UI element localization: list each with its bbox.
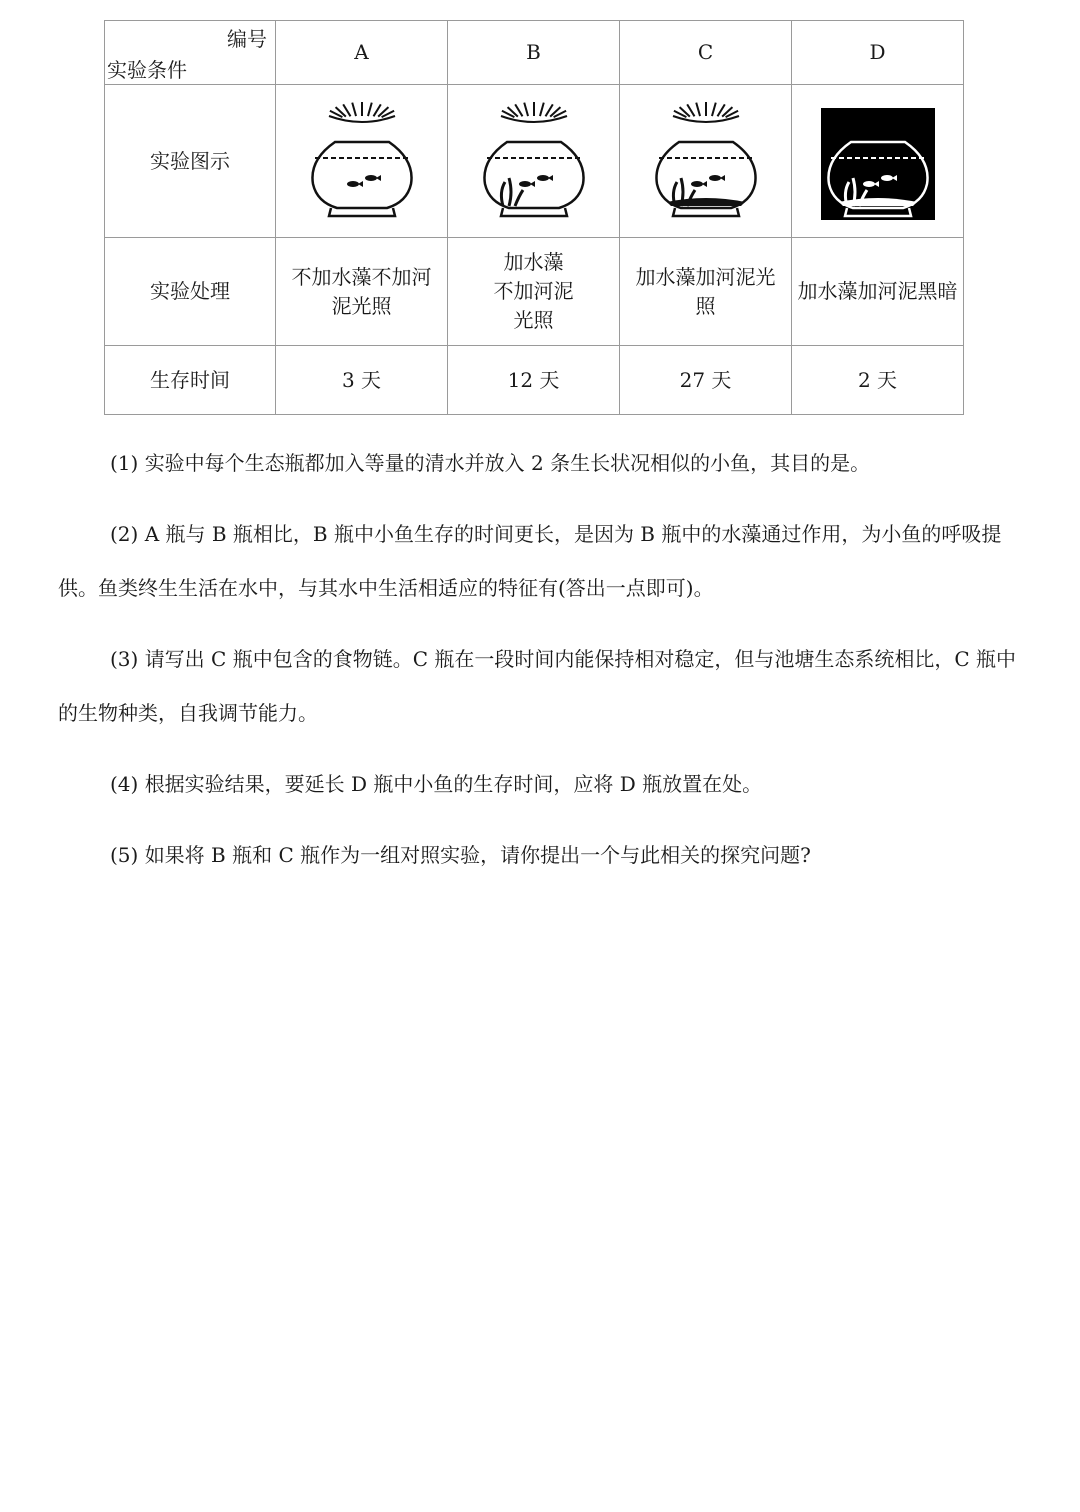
mud-layer — [667, 198, 745, 206]
column-header-d: D — [792, 21, 964, 85]
tank-a-figure — [297, 98, 427, 224]
survival-cell-c: 27 天 — [620, 346, 792, 415]
question-3: (3) 请写出 C 瓶中包含的食物链。C 瓶在一段时间内能保持相对稳定，但与池塘生态系统相比，C 瓶中的生物种类，自我调节能力。 — [58, 647, 1017, 725]
treatment-cell-a — [276, 238, 448, 346]
treatment-line: 加水藻 — [503, 250, 564, 274]
question-5: (5) 如果将 B 瓶和 C 瓶作为一组对照实验，请你提出一个与此相关的探究问题? — [110, 843, 811, 867]
bottle-outline — [484, 142, 583, 216]
row-label-treatment: 实验处理 — [105, 238, 276, 346]
column-header-b: B — [448, 21, 620, 85]
treatment-line: 照 — [695, 293, 716, 318]
corner-label-conditions: 实验条件 — [107, 58, 187, 82]
tank-d-figure — [813, 98, 943, 224]
bottle-outline — [312, 142, 411, 216]
tank-c-figure — [641, 98, 771, 224]
treatment-cell-c — [620, 238, 792, 346]
figure-cell-b — [448, 85, 620, 238]
question-2: (2) A 瓶与 B 瓶相比，B 瓶中小鱼生存的时间更长，是因为 B 瓶中的水藻通过作用，为小鱼的呼吸提供。鱼类终生生活在水中，与其水中生活相适应的特征有(答出一点即可)。 — [58, 522, 1002, 600]
algae-icon — [501, 178, 523, 206]
figure-row — [105, 85, 964, 238]
treatment-cell-d — [792, 238, 964, 346]
fish-icon — [691, 175, 725, 187]
question-list — [58, 436, 1030, 882]
figure-cell-c — [620, 85, 792, 238]
fish-icon — [347, 175, 381, 187]
treatment-line: 加水藻加河泥黑暗 — [797, 279, 958, 303]
light-source-icon — [329, 102, 395, 122]
treatment-line: 加水藻加河泥光 — [635, 264, 776, 289]
corner-header-cell — [105, 21, 276, 85]
treatment-line: 不加河泥 — [493, 279, 574, 303]
light-source-icon — [673, 102, 739, 122]
treatment-line: 光照 — [513, 308, 554, 332]
treatment-row — [105, 238, 964, 346]
survival-cell-d: 2 天 — [792, 346, 964, 415]
question-1: (1) 实验中每个生态瓶都加入等量的清水并放入 2 条生长状况相似的小鱼，其目的是。 — [110, 451, 871, 475]
treatment-line: 不加水藻不加河 — [291, 264, 432, 289]
survival-row — [105, 346, 964, 415]
treatment-cell-b — [448, 238, 620, 346]
row-label-survival: 生存时间 — [105, 346, 276, 415]
fish-icon — [519, 175, 553, 187]
light-source-icon — [501, 102, 567, 122]
column-header-a: A — [276, 21, 448, 85]
column-header-c: C — [620, 21, 792, 85]
row-label-figure: 实验图示 — [105, 85, 276, 238]
survival-cell-a: 3 天 — [276, 346, 448, 415]
treatment-line: 泥光照 — [331, 293, 392, 318]
header-row — [105, 21, 964, 85]
corner-label-number: 编号 — [227, 27, 267, 51]
tank-b-figure — [469, 98, 599, 224]
survival-cell-b: 12 天 — [448, 346, 620, 415]
figure-cell-d — [792, 85, 964, 238]
figure-cell-a — [276, 85, 448, 238]
question-4: (4) 根据实验结果，要延长 D 瓶中小鱼的生存时间，应将 D 瓶放置在处。 — [110, 772, 763, 796]
experiment-table — [104, 20, 964, 415]
